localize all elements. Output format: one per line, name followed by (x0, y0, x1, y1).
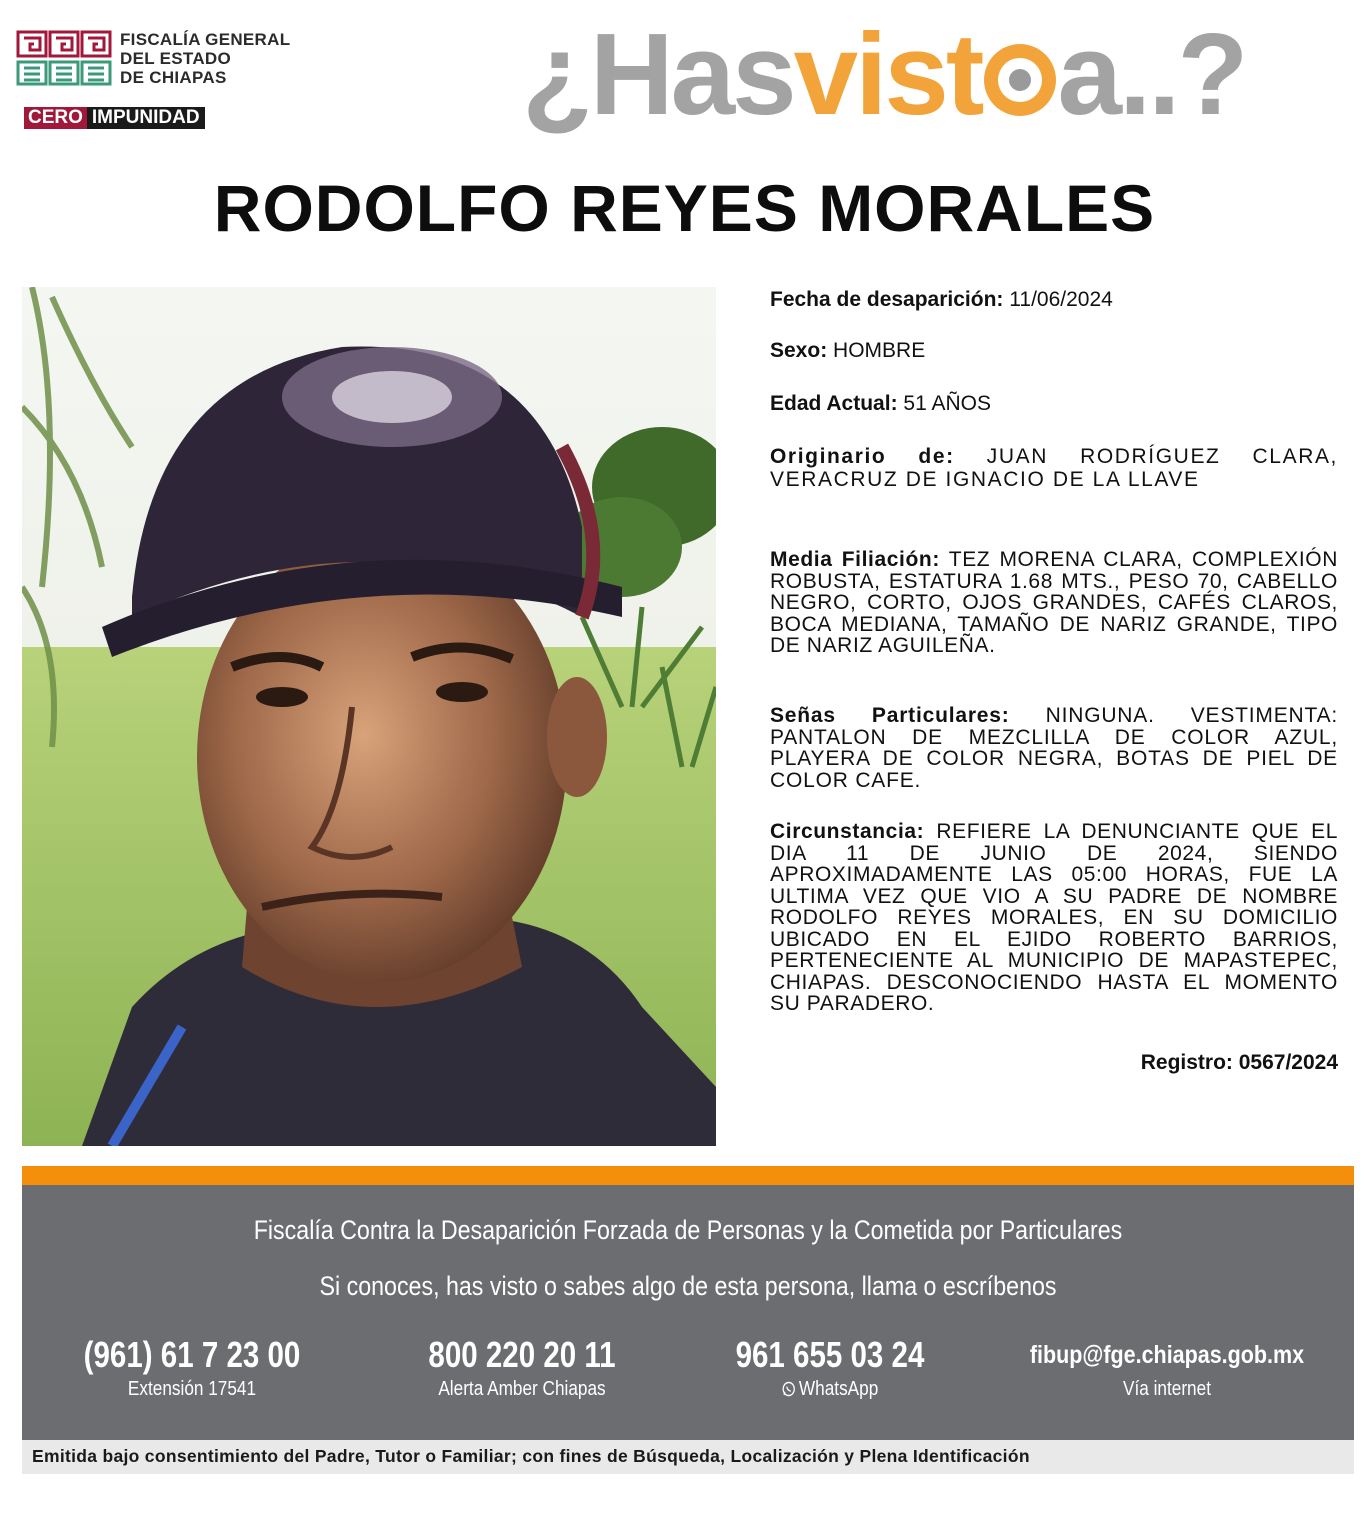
senas-value: NINGUNA. VESTIMENTA: PANTALON DE MEZCLILLA DE COLOR AZUL, PLAYERA DE COLOR NEGRA, BOTAS DE PIEL DE COLOR CAFE. (770, 704, 1339, 792)
contact-email-value: fibup@fge.chiapas.gob.mx (1029, 1341, 1305, 1369)
person-photo-icon (22, 287, 716, 1146)
origen-label: Originario de: (770, 445, 955, 468)
fecha-label: Fecha de desaparición: (770, 288, 1004, 311)
media-value: TEZ MORENA CLARA, COMPLEXIÓN ROBUSTA, ESTATURA 1.68 MTS., PESO 70, CABELLO NEGRO, CORTO, OJOS GRANDES, CAFÉS CLAROS, BOCA MEDIANA, TAMAÑO DE NARIZ GRANDE, TIPO DE NARIZ AGUILEÑA. (770, 548, 1338, 657)
sexo-value: HOMBRE (833, 339, 926, 362)
footer-call-to-action: Si conoces, has visto o sabes algo de esta persona, llama o escríbenos (319, 1271, 1057, 1301)
badge-cero: CERO (24, 107, 87, 129)
sexo-label: Sexo: (770, 339, 828, 362)
org-line-2: DEL ESTADO (120, 49, 231, 68)
contact-whatsapp[interactable] (690, 1333, 970, 1401)
contact-whatsapp-value: 961 655 03 24 (735, 1334, 925, 1375)
cero-impunidad-badge (24, 107, 205, 129)
contact-amber-alert[interactable] (382, 1333, 662, 1401)
orange-divider (22, 1166, 1354, 1185)
contact-email-sub (1029, 1377, 1304, 1401)
campaign-part-1: ¿Has (522, 9, 794, 139)
edad-value: 51 AÑOS (903, 392, 991, 415)
contact-whatsapp-sub (710, 1377, 951, 1401)
org-line-3: DE CHIAPAS (120, 68, 227, 87)
registro: Registro: 0567/2024 (1140, 1051, 1338, 1074)
org-line-1: FISCALÍA GENERAL (120, 30, 291, 49)
origen-value: JUAN RODRÍGUEZ CLARA, VERACRUZ DE IGNACIO DE LA LLAVE (770, 445, 1338, 491)
circ-value: REFIERE LA DENUNCIANTE QUE EL DIA 11 DE JUNIO DE 2024, SIENDO APROXIMADAMENTE LAS 05:00 HORAS, FUE LA ULTIMA VEZ QUE VIO A SU PADRE DE NOMBRE RODOLFO REYES MORALES, EN SU DOMICILIO UBICADO EN EL EJIDO ROBERTO BARRIOS, PERTENECIENTE AL MUNICIPIO DE MAPASTEPEC, CHIAPAS. DESCONOCIENDO HASTA EL MOMENTO SU PARADERO. (770, 820, 1338, 1015)
edad-label: Edad Actual: (770, 392, 898, 415)
campaign-logo (522, 9, 1352, 139)
footer-agency: Fiscalía Contra la Desaparición Forzada de Personas y la Cometida por Particulares (253, 1215, 1123, 1245)
contact-phone-main-sub (72, 1377, 313, 1401)
field-senas (770, 705, 1338, 791)
fiscalia-emblem-icon (16, 30, 112, 86)
campaign-part-3: a..? (1057, 9, 1246, 139)
contact-email[interactable] (1007, 1333, 1327, 1401)
media-label: Media Filiación: (770, 548, 940, 571)
contact-amber-sub-text: Alerta Amber Chiapas (438, 1378, 606, 1400)
circ-label: Circunstancia: (770, 820, 925, 843)
eye-icon (984, 44, 1056, 116)
campaign-part-2: vist (793, 9, 982, 139)
person-photo (22, 287, 716, 1146)
footer-panel (22, 1185, 1354, 1474)
fecha-value: 11/06/2024 (1009, 288, 1113, 311)
badge-impunidad: IMPUNIDAD (87, 107, 205, 129)
contact-amber-sub (402, 1377, 643, 1401)
field-media-filiacion (770, 549, 1338, 657)
contact-phone-main-value: (961) 61 7 23 00 (83, 1334, 301, 1375)
whatsapp-icon (782, 1381, 796, 1397)
field-edad (770, 392, 991, 415)
fiscalia-logo (16, 28, 316, 132)
contact-whatsapp-sub-text: WhatsApp (798, 1378, 879, 1400)
person-name: RODOLFO REYES MORALES (213, 171, 1156, 245)
senas-label: Señas Particulares: (770, 704, 1010, 727)
contact-phone-main-sub-text: Extensión 17541 (127, 1378, 257, 1400)
disclaimer: Emitida bajo consentimiento del Padre, Tutor o Familiar; con fines de Búsqueda, Localización y Plena Identificación (32, 1446, 1030, 1466)
contact-phone-main[interactable] (52, 1333, 332, 1401)
field-sexo (770, 339, 925, 362)
org-name (120, 30, 290, 87)
contact-email-sub-text: Vía internet (1123, 1378, 1211, 1400)
contact-amber-value: 800 220 20 11 (428, 1334, 616, 1375)
field-fecha (770, 288, 1113, 311)
field-origen (770, 445, 1338, 491)
field-circunstancia (770, 821, 1338, 1015)
